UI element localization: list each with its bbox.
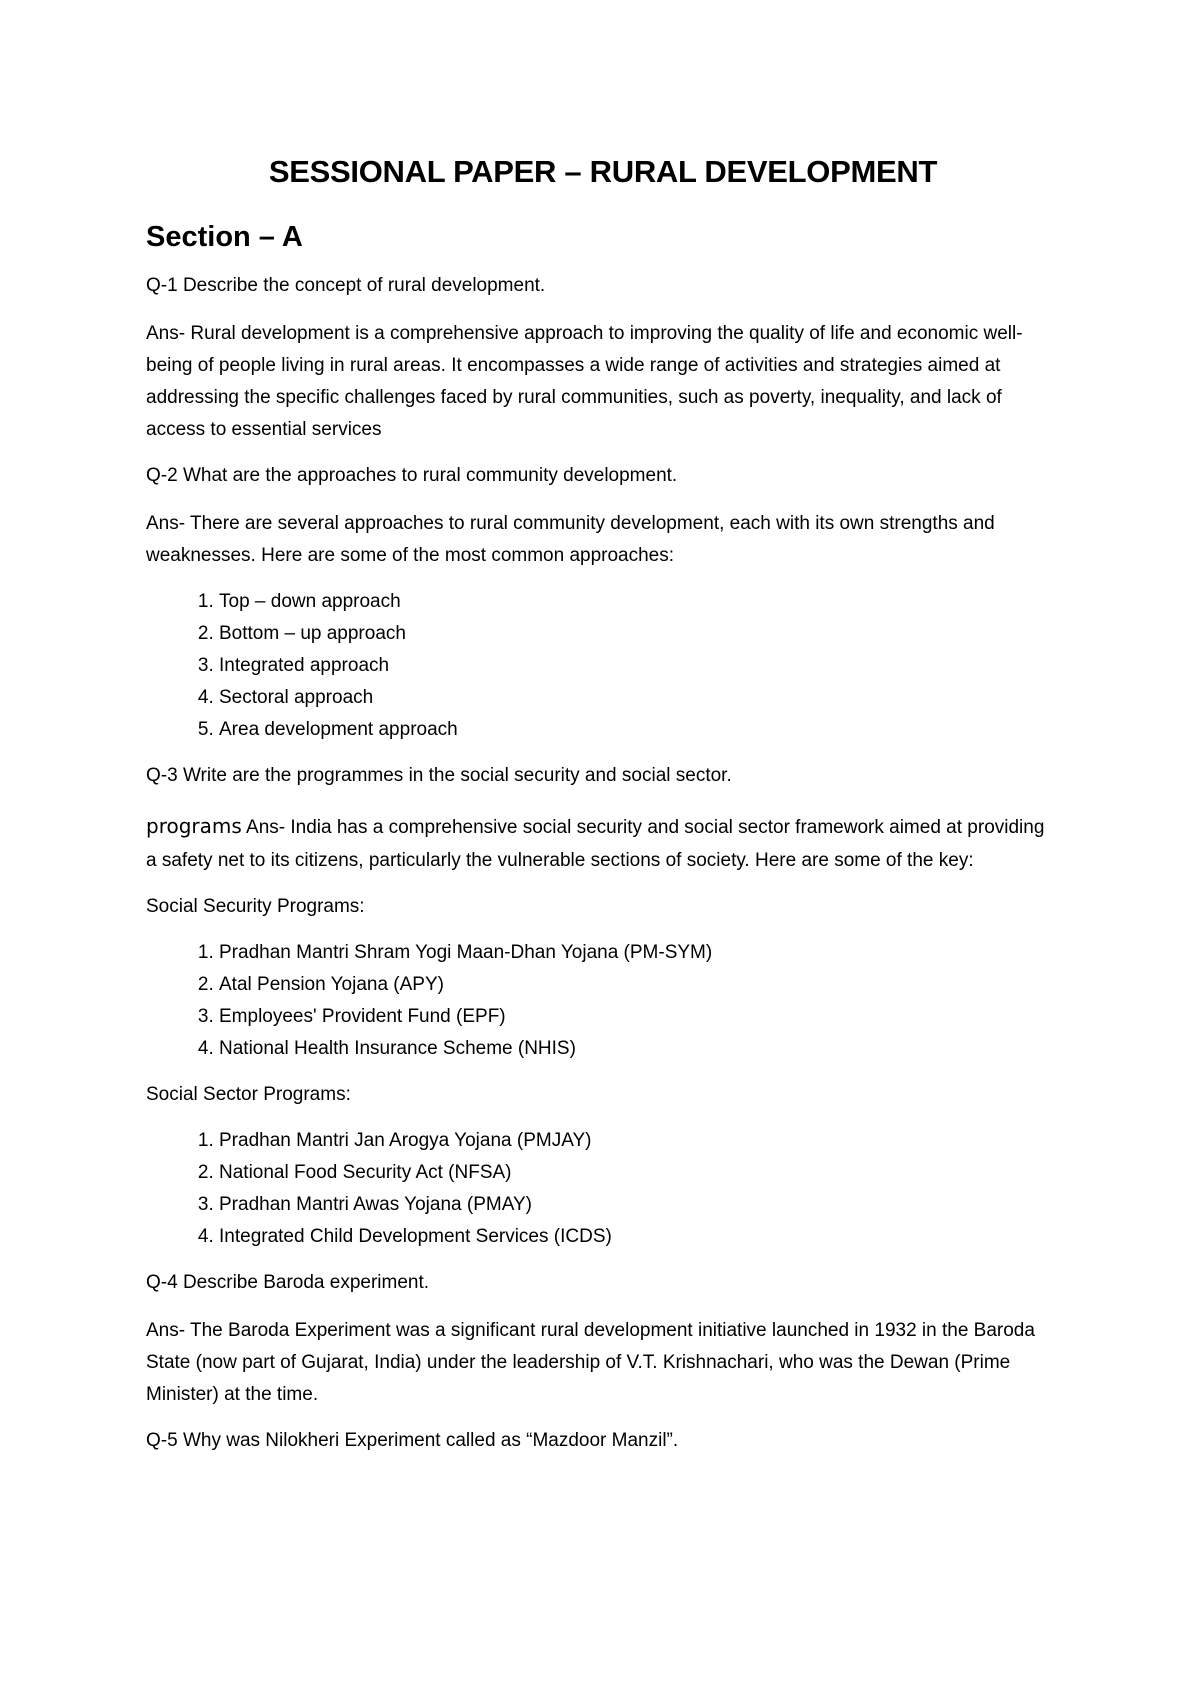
social-security-list — [146, 937, 1060, 1065]
list-item: 4. National Health Insurance Scheme (NHIS) — [219, 1033, 1060, 1065]
list-item: 2. National Food Security Act (NFSA) — [219, 1157, 1060, 1189]
answer-1: Ans- Rural development is a comprehensive approach to improving the quality of life and economic well-being of people living in rural areas. It encompasses a wide range of activities and strategies aimed at addressing the specific challenges faced by rural communities, such as poverty, inequality, and lack of access to essential services — [146, 323, 1023, 440]
list-item: 3. Employees' Provident Fund (EPF) — [219, 1001, 1060, 1033]
answer-3-lead-word: programs — [146, 814, 242, 838]
question-4: Q-4 Describe Baroda experiment. — [146, 1272, 430, 1293]
approaches-list — [146, 586, 1060, 746]
social-security-heading: Social Security Programs: — [146, 896, 365, 917]
answer-3 — [146, 810, 1060, 877]
section-heading: Section – A — [146, 221, 303, 253]
answer-3-text: Ans- India has a comprehensive social security and social sector framework aimed at providing a safety net to its citizens, particularly the vulnerable sections of society. Here are some of the key: — [146, 817, 1045, 871]
list-item: 4. Integrated Child Development Services (ICDS) — [219, 1221, 1060, 1253]
question-3: Q-3 Write are the programmes in the social security and social sector. — [146, 765, 732, 786]
list-item: 2. Bottom – up approach — [219, 618, 1060, 650]
list-item: 1. Pradhan Mantri Shram Yogi Maan-Dhan Yojana (PM-SYM) — [219, 937, 1060, 969]
list-item: 1. Pradhan Mantri Jan Arogya Yojana (PMJAY) — [219, 1125, 1060, 1157]
list-item: 1. Top – down approach — [219, 586, 1060, 618]
question-5: Q-5 Why was Nilokheri Experiment called as “Mazdoor Manzil”. — [146, 1430, 679, 1451]
list-item: 5. Area development approach — [219, 714, 1060, 746]
list-item: 2. Atal Pension Yojana (APY) — [219, 969, 1060, 1001]
question-1: Q-1 Describe the concept of rural development. — [146, 275, 546, 296]
question-2: Q-2 What are the approaches to rural community development. — [146, 465, 678, 486]
social-sector-list — [146, 1125, 1060, 1253]
document-title: SESSIONAL PAPER – RURAL DEVELOPMENT — [268, 154, 938, 189]
social-sector-heading: Social Sector Programs: — [146, 1084, 351, 1105]
answer-4: Ans- The Baroda Experiment was a significant rural development initiative launched in 1932 in the Baroda State (now part of Gujarat, India) under the leadership of V.T. Krishnachari, who was the Dewan (Prime Minister) at the time. — [146, 1320, 1035, 1405]
list-item: 3. Integrated approach — [219, 650, 1060, 682]
list-item: 4. Sectoral approach — [219, 682, 1060, 714]
answer-2: Ans- There are several approaches to rural community development, each with its own strengths and weaknesses. Here are some of the most common approaches: — [146, 513, 995, 566]
list-item: 3. Pradhan Mantri Awas Yojana (PMAY) — [219, 1189, 1060, 1221]
